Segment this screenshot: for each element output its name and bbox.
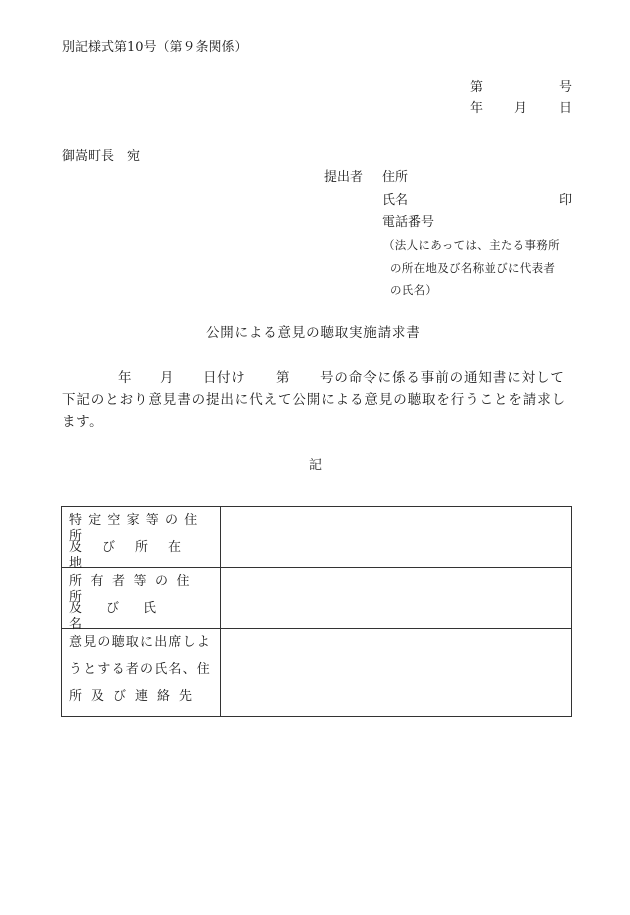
date-month: 月 xyxy=(514,101,528,116)
submitter-phone-label: 電話番号 xyxy=(382,215,435,230)
submitter-name-label: 氏名 xyxy=(382,193,409,208)
request-details-table xyxy=(61,506,572,717)
seal-mark: 印 xyxy=(559,193,573,208)
request-line-3: ます。 xyxy=(62,414,104,430)
addressee: 御嵩町長 宛 xyxy=(62,149,141,164)
body-order-text: 号の命令に係る事前の通知書に対して xyxy=(320,370,565,386)
request-line-1 xyxy=(62,367,574,389)
label-text: うとする者の氏名、住 xyxy=(69,662,212,677)
property-address-label xyxy=(62,507,221,571)
label-line xyxy=(69,574,214,605)
request-line-2: 下記のとおり意見書の提出に代えて公開による意見の聴取を行うことを請求し xyxy=(62,392,566,408)
document-number xyxy=(470,80,572,96)
submitter-address-label: 住所 xyxy=(382,170,409,185)
label-text: 及び所在地 xyxy=(69,540,202,571)
property-address-value[interactable] xyxy=(221,507,572,568)
attendee-label xyxy=(62,629,221,717)
table-row xyxy=(62,629,572,717)
label-text: 意見の聴取に出席しよ xyxy=(69,635,212,650)
body-date: 日付け xyxy=(203,370,246,386)
owner-name-label xyxy=(62,568,221,632)
doc-number-suffix: 号 xyxy=(558,80,572,95)
label-line xyxy=(69,689,214,716)
body-month: 月 xyxy=(160,370,175,386)
body-year: 年 xyxy=(118,370,133,386)
form-header-label: 別記様式第10号（第９条関係） xyxy=(62,40,248,55)
label-text: 所有者等の住所 xyxy=(69,574,199,605)
doc-number-prefix: 第 xyxy=(470,80,484,95)
label-text: 所及び連絡先 xyxy=(69,689,202,704)
label-text: 及び氏名 xyxy=(69,601,181,632)
label-line xyxy=(69,513,214,544)
submitter-label: 提出者 xyxy=(324,170,364,185)
document-title: 公開による意見の聴取実施請求書 xyxy=(206,325,421,341)
label-line xyxy=(69,540,214,571)
date-day: 日 xyxy=(558,101,572,116)
label-text: 特定空家等の住所 xyxy=(69,513,204,544)
corporation-note-1: （法人にあっては、主たる事務所 xyxy=(383,238,560,252)
label-line xyxy=(69,662,214,689)
owner-name-value[interactable] xyxy=(221,568,572,629)
body-number-prefix: 第 xyxy=(276,370,291,386)
date-year: 年 xyxy=(470,101,484,116)
attendee-value[interactable] xyxy=(221,629,572,717)
table-row xyxy=(62,568,572,629)
corporation-note-3: の氏名） xyxy=(390,283,438,297)
request-paragraph xyxy=(62,367,574,433)
date-line xyxy=(470,101,572,117)
label-line xyxy=(69,601,214,632)
corporation-note-2: の所在地及び名称並びに代表者 xyxy=(390,261,556,275)
table-row xyxy=(62,507,572,568)
label-line xyxy=(69,635,214,662)
ki-heading: 記 xyxy=(309,458,323,473)
